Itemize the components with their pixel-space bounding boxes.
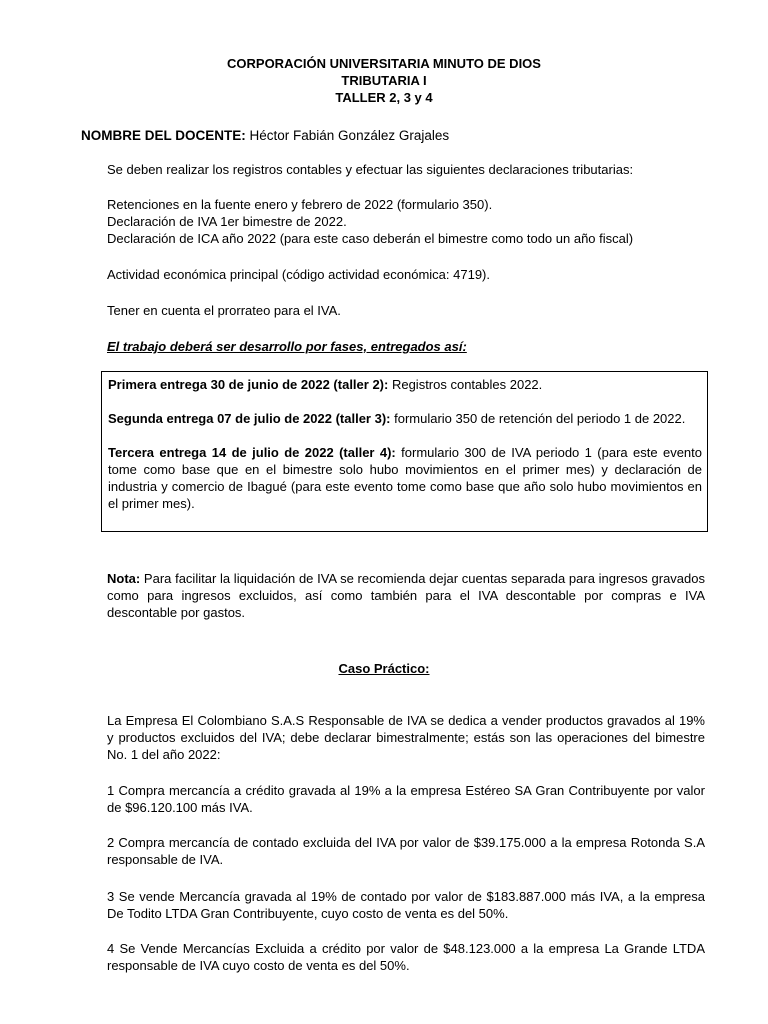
case-title: Caso Práctico: — [338, 661, 430, 676]
intro-paragraph — [107, 161, 705, 178]
operation-text: 4 Se Vende Mercancías Excluida a crédito por valor de $48.123.000 a la empresa La Grande LTDA responsable de IVA cuyo costo de venta es del 50%. — [107, 941, 705, 973]
declarations-list — [107, 196, 705, 247]
delivery-item — [108, 410, 702, 427]
operation-item — [107, 888, 705, 922]
operation-item — [107, 834, 705, 868]
delivery-label: Tercera entrega 14 de julio de 2022 (taller 4): — [108, 445, 396, 460]
declaration-item: Retenciones en la fuente enero y febrero de 2022 (formulario 350). — [107, 197, 493, 212]
note-label: Nota: — [107, 571, 141, 586]
activity-text: Actividad económica principal (código actividad económica: 4719). — [107, 267, 490, 282]
delivery-item — [108, 444, 702, 512]
operation-text: 3 Se vende Mercancía gravada al 19% de contado por valor de $183.887.000 más IVA, a la empresa De Todito LTDA Gran Contribuyente, cuyo costo de venta es del 50%. — [107, 889, 705, 921]
case-intro — [107, 712, 705, 763]
prorrateo-paragraph — [107, 302, 705, 319]
prorrateo-text: Tener en cuenta el prorrateo para el IVA. — [107, 303, 341, 318]
teacher-line — [81, 127, 449, 144]
operation-text: 2 Compra mercancía de contado excluida del IVA por valor de $39.175.000 a la empresa Rotonda S.A responsable de IVA. — [107, 835, 705, 867]
note-text: Para facilitar la liquidación de IVA se recomienda dejar cuentas separada para ingresos gravados como para ingresos excluidos, así como también para el IVA descontable por compras e IVA descontable por gastos. — [107, 571, 705, 620]
delivery-label: Segunda entrega 07 de julio de 2022 (taller 3): — [108, 411, 391, 426]
activity-paragraph — [107, 266, 705, 283]
delivery-text: formulario 350 de retención del periodo 1 de 2022. — [390, 411, 686, 426]
operation-item — [107, 782, 705, 816]
operation-text: 1 Compra mercancía a crédito gravada al 19% a la empresa Estéreo SA Gran Contribuyente por valor de $96.120.100 más IVA. — [107, 783, 705, 815]
document-header — [0, 55, 768, 106]
intro-text: Se deben realizar los registros contables y efectuar las siguientes declaraciones tributarias: — [107, 162, 634, 177]
teacher-label: NOMBRE DEL DOCENTE: — [81, 128, 246, 143]
course-title: TRIBUTARIA I — [341, 73, 427, 88]
phases-title — [107, 338, 705, 355]
delivery-label: Primera entrega 30 de junio de 2022 (taller 2): — [108, 377, 389, 392]
teacher-name: Héctor Fabián González Grajales — [245, 128, 450, 143]
delivery-item — [108, 376, 702, 393]
deliveries-box — [101, 371, 708, 532]
workshop-title: TALLER 2, 3 y 4 — [335, 90, 433, 105]
declaration-item: Declaración de ICA año 2022 (para este caso deberán el bimestre como todo un año fiscal) — [107, 231, 634, 246]
note-paragraph — [107, 570, 705, 621]
delivery-text: Registros contables 2022. — [388, 377, 543, 392]
operation-item — [107, 940, 705, 974]
case-intro-text: La Empresa El Colombiano S.A.S Responsable de IVA se dedica a vender productos gravados al 19% y productos excluidos del IVA; debe declarar bimestralmente; estás son las operaciones del bimestre No. 1 del año 2022: — [107, 713, 705, 762]
delivery-text: formulario 300 de IVA periodo 1 (para este evento tome como base que en el bimestre solo hubo movimientos en el primer mes) y declaración de industria y comercio de Ibagué (para este evento tome como base que año solo hubo movimientos en el primer mes). — [108, 445, 702, 511]
phases-title-text: El trabajo deberá ser desarrollo por fases, entregados así: — [107, 339, 467, 354]
note-text-block — [107, 570, 705, 621]
institution-title: CORPORACIÓN UNIVERSITARIA MINUTO DE DIOS — [227, 56, 541, 71]
declaration-item: Declaración de IVA 1er bimestre de 2022. — [107, 214, 347, 229]
